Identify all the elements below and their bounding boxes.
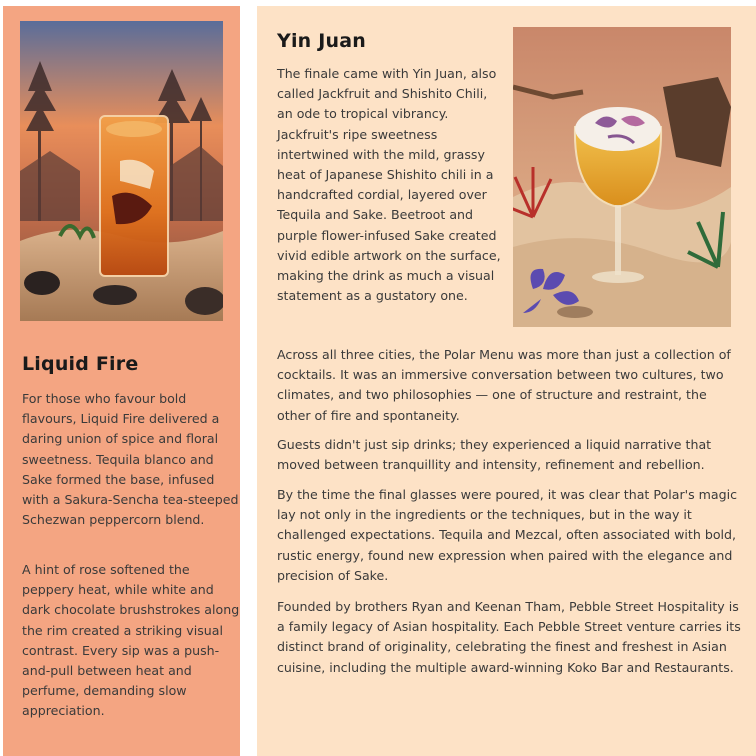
polar-menu-paragraph: Across all three cities, the Polar Menu was more than just a collection of cocktails. It was an immersive conversation between two cultures, two climates, and two philosophies — one of structure and restraint, the other of fire and spontaneity. <box>277 347 731 423</box>
liquid-fire-paragraph-1: For those who favour bold flavours, Liquid Fire delivered a daring union of spice and floral sweetness. Tequila blanco and Sake formed the base, infused with a Sakura-Sencha tea-steeped Schezwan peppercorn blend. <box>22 391 239 528</box>
yin-juan-title: Yin Juan <box>277 30 366 52</box>
yin-juan-paragraph: The finale came with Yin Juan, also called Jackfruit and Shishito Chili, an ode to tropical vibrancy. Jackfruit's ripe sweetness intertwined with the mild, grassy heat of Japanese Shishito chili in a handcrafted cordial, layered over Tequila and Sake. Beetroot and purple flower-infused Sake created vivid edible artwork on the surface, making the drink as much a visual statement as a gustatory one. <box>277 66 501 304</box>
final-glasses-paragraph: By the time the final glasses were poured, it was clear that Polar's magic lay not only in the ingredients or the techniques, but in the way it challenged expectations. Tequila and Mezcal, often associated with bold, rustic energy, found new expression when paired with the elegance and precision of Sake. <box>277 487 738 583</box>
yin-juan-cocktail-photo <box>513 27 731 327</box>
liquid-fire-title: Liquid Fire <box>22 353 139 375</box>
liquid-fire-cocktail-photo <box>20 21 223 321</box>
liquid-fire-paragraph-2: A hint of rose softened the peppery heat, while white and dark chocolate brushstrokes along the rim created a striking visual contrast. Every sip was a push-and-pull between heat and perfume, demanding slow appreciation. <box>22 562 240 719</box>
pebble-street-paragraph: Founded by brothers Ryan and Keenan Tham, Pebble Street Hospitality is a family legacy of Asian hospitality. Each Pebble Street venture carries its distinct brand of originality, celebrating the finest and freshest in Asian cuisine, including the multiple award-winning Koko Bar and Restaurants. <box>277 599 741 675</box>
guests-paragraph: Guests didn't just sip drinks; they experienced a liquid narrative that moved between tranquillity and intensity, refinement and rebellion. <box>277 437 712 473</box>
